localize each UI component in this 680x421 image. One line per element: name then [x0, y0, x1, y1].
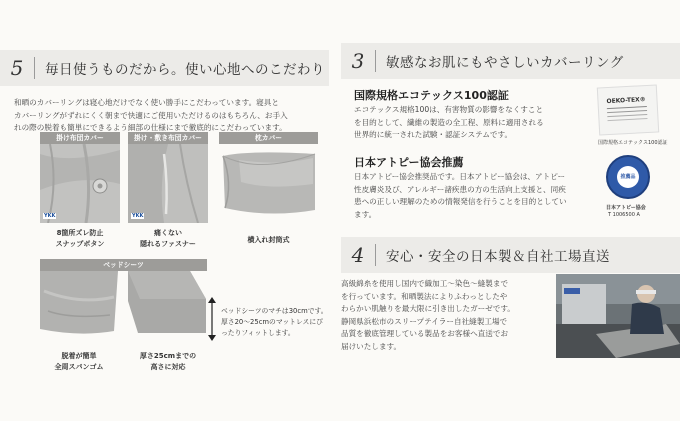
oeko-tex-logo: OEKO-TEX® [606, 96, 646, 106]
caption-line: 8箇所ズレ防止 [56, 229, 104, 237]
section3-title: 敏感なお肌にもやさしいカバーリング [386, 55, 624, 71]
caption-line: 脱着が簡単 [61, 352, 97, 360]
hidden-zipper-caption [128, 228, 208, 249]
duvet-cover-card-header: 掛け布団カバー [40, 132, 120, 144]
sheet-note-line: ベッドシーツのマチは30cmです。 [221, 307, 328, 315]
bed-sheet-card [40, 259, 207, 337]
oeko-tex-body-line: 世界的に統一された試験・認証システムです。 [354, 130, 513, 139]
section3-number: 3 [351, 49, 365, 73]
envelope-pillow-photo [219, 144, 318, 223]
futon-cover-card [128, 132, 208, 223]
duvet-cover-card [40, 132, 120, 223]
bed-sheet-card-header: ベッドシーツ [40, 259, 207, 271]
snap-button-caption [40, 228, 120, 249]
atopy-body-line: 性皮膚炎及び、アレルギー諸疾患の方の生活向上支援と、同疾 [354, 184, 566, 194]
pillow-illustration [219, 144, 318, 223]
atopy-seal [606, 155, 650, 199]
gusset-height-arrow-icon [208, 297, 216, 341]
atopy-body [354, 171, 594, 221]
hidden-zipper-photo [128, 144, 208, 223]
section5-divider [34, 57, 35, 79]
section4-body-line: 届けいたします。 [341, 341, 402, 351]
envelope-pillow-caption [219, 235, 318, 246]
oeko-tex-heading: 国際規格エコテックス100認証 [354, 89, 509, 102]
sewing-worker-illustration [556, 274, 680, 358]
section3-banner [341, 43, 680, 79]
section4-body-line: 静岡県浜松市のスリープテイラー自社縫製工場で [341, 316, 508, 326]
snap-button-illustration [40, 144, 120, 223]
sheet-note-line: 厚さ20〜25cmのマットレスにぴ [221, 318, 323, 326]
oeko-tex-body [354, 104, 584, 142]
atopy-code: T 1006500 A [608, 212, 640, 218]
section4-body-line: 品質を徹底管理している製品をお客様へ直送でお [341, 329, 509, 338]
sheet-note [221, 306, 331, 339]
bed-sheet-photos [40, 271, 207, 337]
section5-body-line: 和晒のカバーリングは寝心地だけでなく使い勝手にこだわっています。寝具と [14, 98, 279, 107]
section4-body-line: を行っています。和晒製法によりふわっとしたや [341, 291, 508, 301]
thickness-caption [128, 351, 208, 372]
spandex-caption [40, 351, 118, 372]
section3-divider [375, 50, 376, 72]
futon-cover-card-header: 掛け・敷き布団カバー [128, 132, 208, 144]
atopy-body-line: 日本アトピー協会推奨品です。日本アトピー協会は、アトピー [354, 172, 566, 181]
oeko-tex-label-lines [607, 106, 647, 109]
zipper-illustration [128, 144, 208, 223]
atopy-body-line: 患への正しい理解のための情報発信を行うことを目的としてい [354, 197, 567, 206]
caption-line: 横入れ封筒式 [247, 236, 290, 244]
bed-sheet-illustration [40, 271, 207, 337]
section5-body-line: れの際の脱着も簡単にできるよう細部の仕様にまで徹底的にこだわっています。 [14, 123, 287, 132]
section5-body-line: カバーリングがずれにくく朝まで快適にご使用いただけるのはもちろん、お手入 [14, 110, 288, 120]
caption-line: 痛くない [154, 229, 182, 237]
caption-line: 全周スパンゴム [54, 362, 104, 371]
atopy-heading: 日本アトピー協会推薦 [354, 156, 464, 169]
pillow-cover-card-header: 枕カバー [219, 132, 318, 144]
factory-photo [556, 274, 680, 358]
section4-banner [341, 237, 680, 273]
oeko-tex-body-line: を目的として、繊維の製造の全工程、原料に適用される [354, 117, 544, 127]
snap-button-photo [40, 144, 120, 223]
caption-line: 隠れるファスナー [140, 239, 196, 248]
caption-line: スナップボタン [55, 239, 105, 248]
oeko-tex-caption: 国際規格エコテックス100認証 [598, 140, 668, 146]
oeko-tex-label-image [597, 84, 659, 135]
section4-divider [375, 244, 376, 266]
section5-number: 5 [10, 56, 24, 80]
caption-line: 高さに対応 [150, 362, 186, 371]
pillow-cover-card [219, 132, 318, 223]
section5-banner [0, 50, 329, 86]
atopy-caption: 日本アトピー協会 [606, 205, 646, 211]
atopy-body-line: ます。 [354, 209, 377, 219]
section4-title: 安心・安全の日本製＆自社工場直送 [386, 249, 610, 265]
sheet-note-line: ったりフィットします。 [221, 329, 295, 337]
section5-title: 毎日使うものだから。使い心地へのこだわり [45, 62, 325, 78]
section5-body [14, 97, 326, 135]
ykk-tag: YKK [44, 213, 56, 219]
ykk-tag: YKK [132, 213, 144, 219]
section4-number: 4 [351, 243, 365, 267]
section4-body [341, 278, 556, 353]
oeko-tex-body-line: エコテックス規格100は、有害物質の影響をなくすこと [354, 105, 544, 114]
section4-body-line: 高級綿糸を使用し国内で織加工〜染色〜縫製まで [341, 279, 509, 288]
section4-body-line: わらかい肌触りを最大限に引き出したガーゼです。 [341, 304, 515, 313]
caption-line: 厚さ25cmまでの [139, 352, 197, 360]
atopy-seal-center: 推薦品 [620, 174, 636, 180]
